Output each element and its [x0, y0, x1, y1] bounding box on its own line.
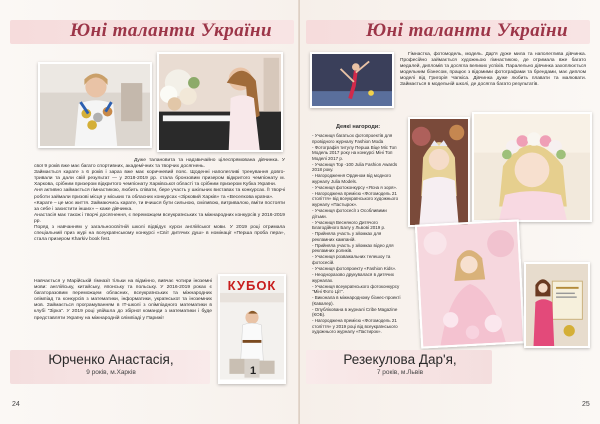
award-item: - Учасниця фотопроекту «Fashion Kids». — [312, 266, 402, 272]
page-title: Юні таланти України — [366, 20, 569, 41]
bio-text-continued — [34, 279, 212, 322]
award-item: - Учасниця Весняного Дитячого Благодійного Балу у Львові 2019 р. — [312, 220, 402, 231]
intro-text — [400, 52, 586, 88]
pink-dress-photo — [415, 219, 525, 348]
award-item: - Учасниця багатьох фотопроектів для провідного журналу Fashion Moda — [312, 133, 402, 144]
piano-flowers-photo — [157, 52, 283, 152]
bio-text — [34, 158, 285, 243]
bio-paragraph-6: Поряд з навчанням у загальноосвітній школі відвідує курси англійської мови. У 2019 році отримала спеціальний приз журі на всеукраїнському конкурсі «Світ дитячих душ» в номінації «Перша проба пера», стала призером Kharkiv book fest. — [34, 225, 285, 243]
intro-paragraph: Гімнастка, фотомодель, модель. Дар'я дуже мила та наполеглива дівчинка. Професійно займається художньою гімнастикою, де отримала вже багато медалей, дипломів та досягла великих успіхів. Паралельно дівчинка захоплюється модельним бізнесом, працює з відомими фотографами та брендами, має диплом моделі від Григорія Чапкіса. Дівчинка дуже любить плавати та малювати. Займається в модельній школі, де досягла багато результатів. — [400, 52, 586, 87]
page-title: Юні таланти України — [70, 20, 273, 41]
award-item: - Виконала в міжнародному бізнес-проекті (Кавалер). — [312, 295, 402, 306]
bio-paragraph-2: Займається карате з 6 років і зараз вже має коричневий пояс. Щоденні наполегливі тренування довго-тривали та дали свій результат — у 2018-2019 рр. стала бронзовим призером відкритого чемпіонату м. Харкова, срібним призером відкритого чемпіонату Харківської області та срібним призером Кубка України. — [34, 170, 285, 188]
right-page — [300, 0, 600, 424]
student-name-block — [16, 352, 206, 376]
certificate-photo — [524, 262, 590, 348]
gymnast-photo — [310, 52, 394, 108]
award-item: - Прийняла участь у зйомках відео для рекламних роликів. — [312, 243, 402, 254]
karate-medals-photo — [38, 62, 152, 148]
page-number-left: 24 — [12, 401, 20, 408]
bio-paragraph-1: Дуже талановита та надзвичайно цілеспрямована дівчинка. У свої 9 років вже має багато спортивних, академічних та творчих досягнень. — [34, 158, 285, 170]
student-name: Юрченко Анастасія, — [48, 352, 174, 367]
cup-label: КУБОК — [227, 278, 277, 293]
bio-paragraph-3: Аня активно займається гімнастикою, любить співати, бере участь у шкільних виставах та конкурсах. Її творчі роботи займали призові місця у міських та обласних конкурсах «Зірковий Харків» та «Веселкова країна». — [34, 188, 285, 200]
tiara-portrait-photo — [408, 117, 470, 227]
bio-paragraph-5: Анастасія має також і творчі досягнення, є переможцем всеукраїнських та міжнародних конкурсів у 2016-2019 рр. — [34, 212, 285, 224]
award-item: - Учасниця розважальних телешоу та фотосесій. — [312, 254, 402, 265]
award-item: - Учасниця Top -100 Julia Fashion Awards 2018 року. — [312, 162, 402, 173]
bio-paragraph-4: «Карате – це моє життя. Займаючись карате, ти вчишся бути сильною, сміливою, витривалою, вміти постояти за себе і захистити інших» – каже дівчинка. — [34, 200, 285, 212]
page-number-right: 25 — [582, 401, 590, 408]
award-item: - Нагороджена премією «Фотомодель 21 століття» у 2019 році від всеукраїнського художнього журналу «Пастирок». — [312, 318, 402, 335]
student-age-city: 7 років, м.Львів — [376, 369, 424, 376]
award-item: - Прийняла участь у зйомках для рекламних кампаній. — [312, 231, 402, 242]
bio-paragraph-7: Навчається у Марійській гімназії тільки на відмінно, вивчає чотири іноземні мови: англійську, китайську, японську та польську. У 2016-2019 роках є багаторазовим переможцем обласних, всеукраїнських та міжнародних олімпіад та конкурсів з математики, інформатики, української та іноземних мов. Займається програмуванням в IT-школі з олімпіадного математики в клубі "Зірка". У 2019 році увійшла до збірної команди з математики і буде представляти Україну на міжнародній олімпіаді у Парижі! — [34, 279, 212, 321]
student-age-city: 9 років, м.Харків — [86, 369, 136, 376]
student-name: Резекулова Дар'я, — [343, 352, 457, 367]
award-item: - Неодноразово друкувалася в дитячих журналах. — [312, 272, 402, 283]
cup-digit: 1 — [250, 365, 257, 377]
awards-title: Деякі нагороди: — [336, 124, 381, 130]
award-item: - Учасниця всеукраїнського фотоконкурсу "Міні Фото Ціт". — [312, 284, 402, 295]
flower-wreath-photo — [472, 112, 592, 222]
award-item: - Учасниця фотосесії з Особливими дітьми. — [312, 208, 402, 219]
student-name-block — [310, 352, 490, 376]
award-item: - Нагороджена премією «Фотомодель 21 століття» від всеукраїнського художнього журналу «Пастырок». — [312, 191, 402, 208]
award-item: - Опублікована в журналі Cribe Magazine (КОБ). — [312, 307, 402, 318]
awards-list — [312, 133, 402, 335]
award-item: - Фотографія титулу Перша Віце Міс Топ Модель 2017 року на конкурсі Міні Топ Моделі 2017 р. — [312, 145, 402, 162]
award-item: - Учасниця фотоконкурсу «Ясна я зоря». — [312, 185, 402, 191]
karate-cup-photo — [218, 274, 286, 384]
award-item: - Нагородження Орденом від модного журналу Julia Models. — [312, 173, 402, 184]
